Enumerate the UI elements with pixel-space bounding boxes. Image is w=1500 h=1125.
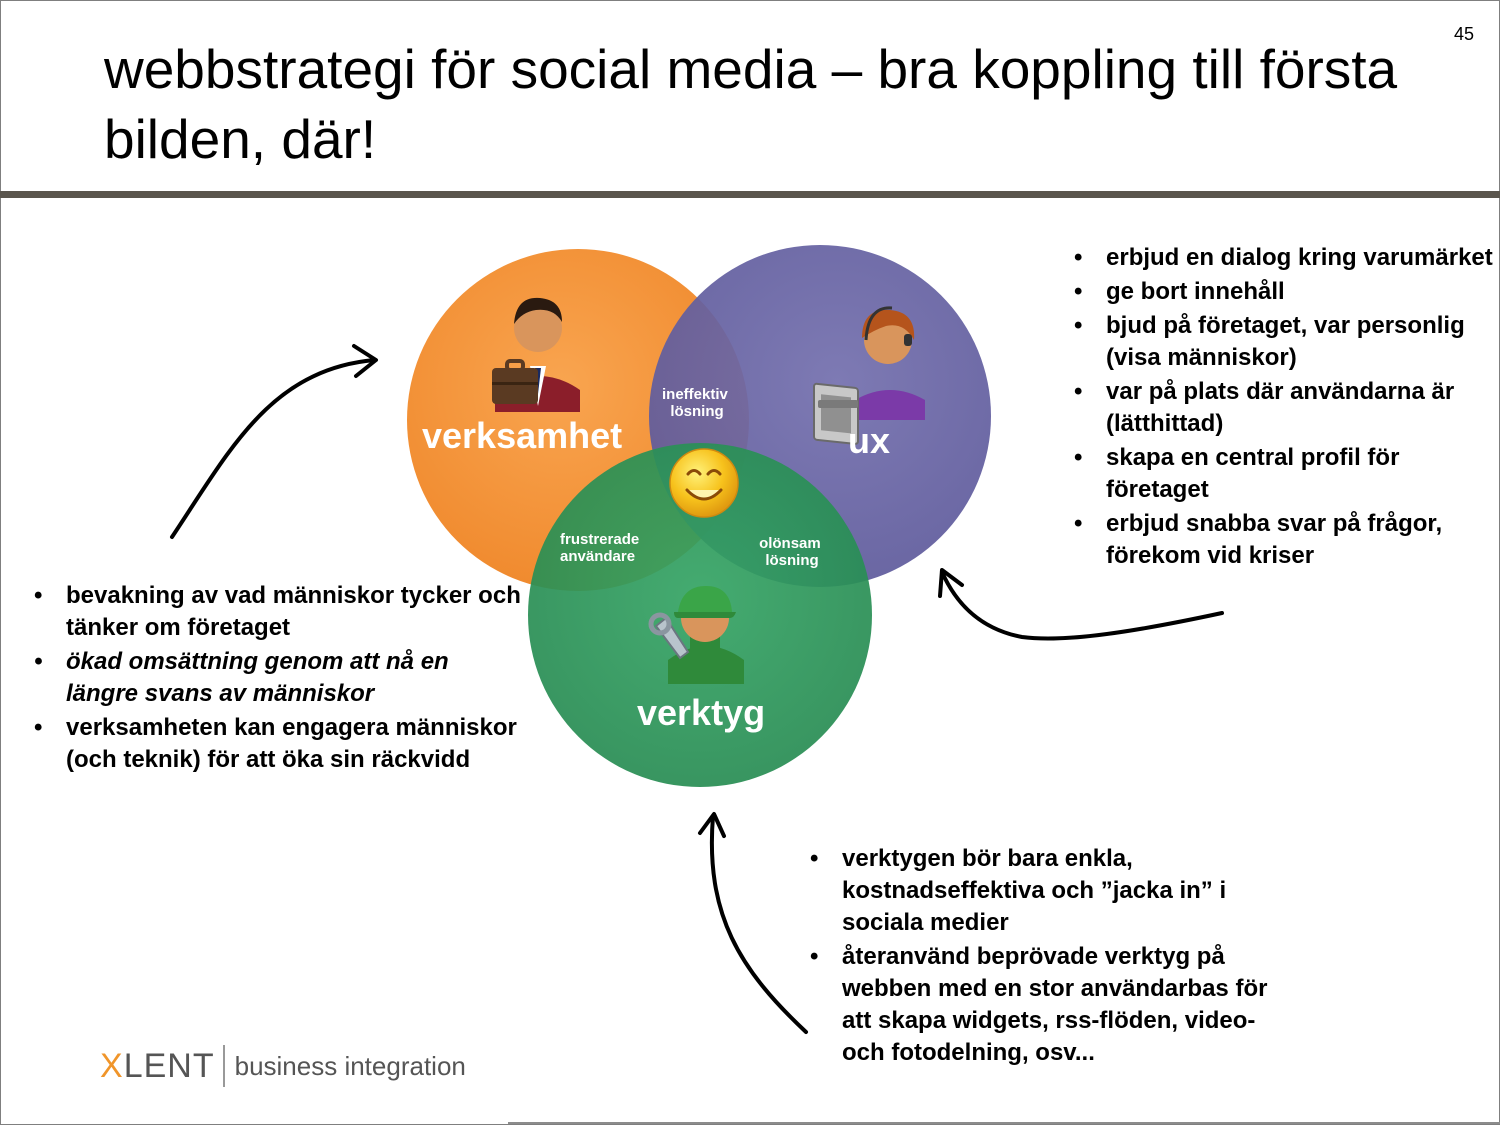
intersection-business-tools-line2: användare — [560, 548, 636, 565]
list-item: • ge bort innehåll — [1074, 276, 1494, 308]
list-item: • bevakning av vad människor tycker och tänker om företaget — [34, 580, 524, 644]
list-item: • bjud på företaget, var personlig (visa människor) — [1074, 310, 1494, 374]
list-item: • erbjud en dialog kring varumärket — [1074, 242, 1494, 274]
intersection-ux-tools-line2: lösning — [765, 552, 819, 569]
list-item: • verksamheten kan engagera människor (och teknik) för att öka sin räckvidd — [34, 712, 524, 776]
list-item: • var på plats där användarna är (lätthittad) — [1074, 376, 1494, 440]
logo-wordmark — [100, 1047, 215, 1086]
intersection-business-tools-line1: frustrerade — [560, 531, 640, 548]
venn-label-tools: verktyg — [637, 692, 766, 733]
venn-label-ux: ux — [848, 420, 891, 461]
logo-separator — [223, 1045, 225, 1087]
svg-text:ineffektiv lösning — [662, 386, 732, 420]
company-logo — [100, 1044, 466, 1088]
list-item: • verktygen bör bara enkla, kostnadseffektiva och ”jacka in” i sociala medier — [810, 843, 1300, 939]
ux-bullet-list — [1074, 242, 1494, 574]
logo-tagline: business integration — [234, 1050, 466, 1081]
svg-text:frustrerade användare — [560, 531, 643, 565]
list-item: • skapa en central profil för företaget — [1074, 442, 1494, 506]
footer-rule — [508, 1122, 1500, 1124]
slide-title: webbstrategi för social media – bra koppling till första bilden, där! — [104, 38, 1398, 170]
intersection-business-ux-line2: lösning — [670, 403, 724, 420]
venn-label-business: verksamhet — [422, 415, 623, 456]
title-divider — [0, 191, 1500, 198]
list-item: • ökad omsättning genom att nå en längre svans av människor — [34, 646, 524, 710]
business-bullet-list — [34, 580, 524, 778]
tools-bullet-list — [810, 843, 1300, 1071]
svg-text:olönsam lösning — [759, 535, 825, 569]
list-item: • erbjud snabba svar på frågor, förekom vid kriser — [1074, 508, 1494, 572]
smiley-icon — [670, 449, 738, 517]
logo-x-letter: X — [100, 1046, 124, 1085]
page-number: 45 — [1453, 24, 1474, 44]
intersection-business-ux-line1: ineffektiv — [661, 386, 728, 403]
list-item: • återanvänd beprövade verktyg på webben med en stor användarbas för att skapa widgets, rss-flöden, video- och fotodelning, osv... — [810, 941, 1300, 1069]
intersection-ux-tools-line1: olönsam — [759, 535, 821, 552]
logo-brand-rest: LENT — [123, 1046, 215, 1085]
